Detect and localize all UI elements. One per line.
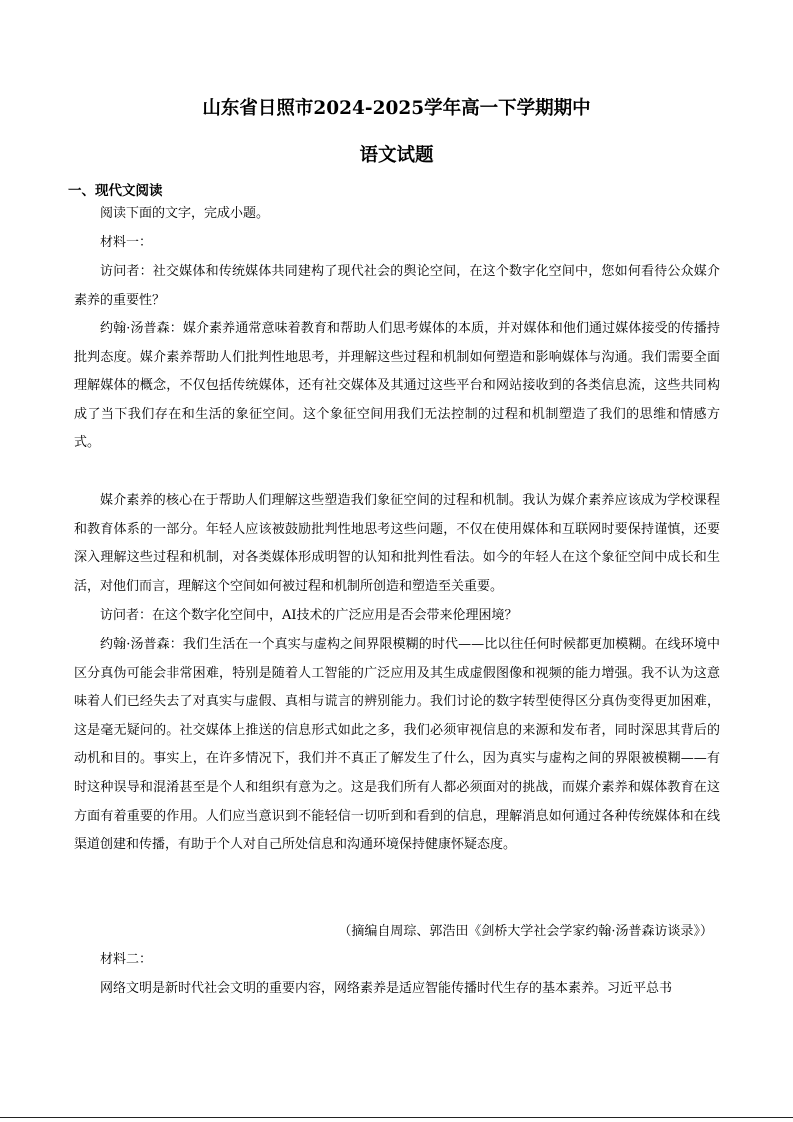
document-subtitle: 语文试题: [359, 145, 434, 166]
paragraph-thompson-a1: 约翰·汤普森：媒介素养通常意味着教育和帮助人们思考媒体的本质，并对媒体和他们通过媒体接受的传播持批判态度。媒介素养帮助人们批判性地思考，并理解这些过程和机制如何塑造和影响媒体与沟通。我们需要全面理解媒体的概念，不仅包括传统媒体，还有社交媒体及其通过这些平台和网站接收到的各类信息流，这些共同构成了当下我们存在和生活的象征空间。这个象征空间用我们无法控制的过程和机制塑造了我们的思维和情感方式。: [74, 321, 720, 451]
paragraph-media-literacy-core: 媒介素养的核心在于帮助人们理解这些塑造我们象征空间的过程和机制。我认为媒介素养应该成为学校课程和教育体系的一部分。年轻人应该被鼓励批判性地思考这些问题，不仅在使用媒体和互联网时要保持谨慎，还要深入理解这些过程和机制，对各类媒体形成明智的认知和批判性看法。如今的年轻人在这个象征空间中成长和生活，对他们而言，理解这个空间如何被过程和机制所创造和塑造至关重要。: [74, 493, 720, 594]
material-1-label: 材料一：: [100, 235, 153, 250]
source-citation: （摘编自周琮、郭浩田《剑桥大学社会学家约翰·汤普森访谈录》）: [338, 924, 713, 939]
paragraph-interviewer-q2: 访问者：在这个数字化空间中，AI技术的广泛应用是否会带来伦理困境？: [100, 608, 518, 623]
document-title: 山东省日照市2024-2025学年高一下学期期中: [202, 98, 591, 119]
material-2-label: 材料二：: [100, 952, 153, 967]
section-heading: 一、现代文阅读: [68, 183, 163, 199]
paragraph-interviewer-q1: 访问者：社交媒体和传统媒体共同建构了现代社会的舆论空间，在这个数字化空间中，您如何看待公众媒介素养的重要性？: [74, 264, 720, 308]
page-bottom-divider: [0, 1117, 793, 1118]
instruction-text: 阅读下面的文字，完成小题。: [100, 206, 270, 221]
paragraph-material2-first: 网络文明是新时代社会文明的重要内容，网络素养是适应智能传播时代生存的基本素养。习近平总书: [100, 981, 673, 996]
paragraph-thompson-a2: 约翰·汤普森：我们生活在一个真实与虚构之间界限模糊的时代——比以往任何时候都更加模糊。在线环境中区分真伪可能会非常困难，特别是随着人工智能的广泛应用及其生成虚假图像和视频的能力增强。我不认为这意味着人们已经失去了对真实与虚假、真相与谎言的辨别能力。我们讨论的数字转型使得区分真伪变得更加困难，这是毫无疑问的。社交媒体上推送的信息形式如此之多，我们必须审视信息的来源和发布者，同时深思其背后的动机和目的。事实上，在许多情况下，我们并不真正了解发生了什么，因为真实与虚构之间的界限被模糊——有时这种误导和混淆甚至是个人和组织有意为之。这是我们所有人都必须面对的挑战，而媒介素养和媒体教育在这方面有着重要的作用。人们应当意识到不能轻信一切听到和看到的信息，理解消息如何通过各种传统媒体和在线渠道创建和传播，有助于个人对自己所处信息和沟通环境保持健康怀疑态度。: [74, 637, 720, 853]
